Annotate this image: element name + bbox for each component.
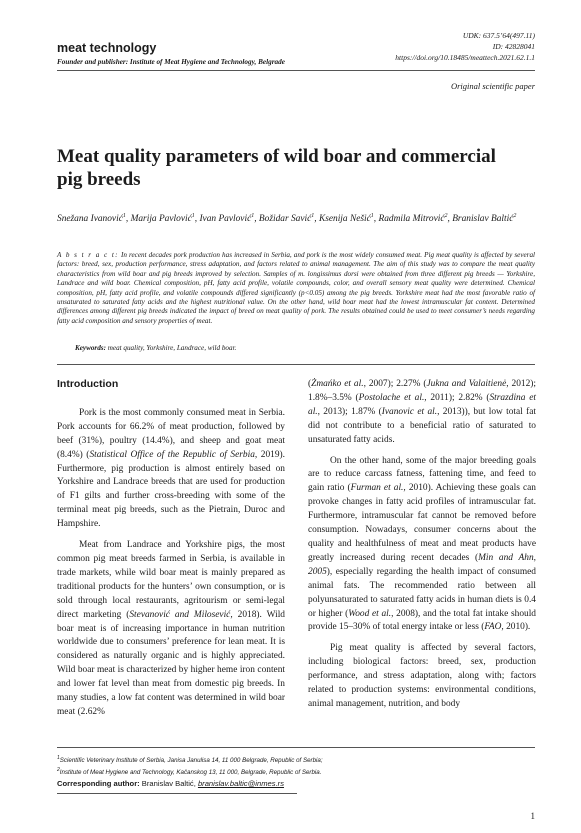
text-run: , 2010). bbox=[501, 622, 531, 633]
author-name: Ivan Pavlović bbox=[199, 214, 252, 225]
citation: Jukna and Valaitienė bbox=[426, 379, 507, 389]
keywords-label: Keywords: bbox=[75, 344, 106, 352]
author-affiliation: 2 bbox=[513, 213, 517, 219]
corresponding-divider bbox=[57, 793, 297, 794]
abstract bbox=[57, 251, 535, 326]
citation: Strazdina et al. bbox=[308, 392, 536, 417]
citation: Statistical Office of the Republic of Serbia bbox=[89, 449, 255, 460]
corresponding-name: Branislav Baltić, bbox=[139, 779, 198, 788]
text-run: , 2019). Furthermore, pig production is almost entirely based on Yorkshire and Landrace breeds that are used for production of F1 gilts and further cross-breeding with some of the terminal meat pig breeds, such as the Pietrain, Duroc and Hampshire. bbox=[57, 449, 285, 530]
text-run: , 2012); 1.8%–3.5% ( bbox=[308, 379, 536, 403]
citation: FAO bbox=[484, 622, 502, 633]
text-run: , 2013); 1.87% ( bbox=[317, 406, 382, 417]
text-run: , 2013)), but low total fat did not contribute to a beneficial ratio of saturated to unsaturated fatty acids. bbox=[308, 406, 536, 445]
citation: Ivanovic et al. bbox=[381, 406, 438, 417]
body-column-right bbox=[308, 378, 536, 719]
text-run: , 2010). Achieving these goals can provoke changes in fatty acid profiles of intramuscular fat. Furthermore, intramuscular fat cannot be removed before consumption. Nowadays, consumer concerns about the quality and healthfulness of meat and meat products have greatly increased during recent decades ( bbox=[308, 483, 536, 563]
author-affiliation: 1 bbox=[311, 213, 315, 219]
header-divider bbox=[57, 70, 535, 71]
author-name: Ksenija Nešić bbox=[318, 214, 371, 225]
publisher-line: Founder and publisher: Institute of Meat Hygiene and Technology, Belgrade bbox=[57, 58, 285, 66]
author-name: Marija Pavlović bbox=[130, 214, 192, 225]
author-affiliation: 1 bbox=[122, 213, 126, 219]
paragraph bbox=[57, 407, 285, 532]
abstract-label: A b s t r a c t: bbox=[57, 251, 119, 259]
article-metadata bbox=[395, 30, 535, 63]
paragraph bbox=[308, 642, 536, 712]
text-run: On the other hand, some of the major breeding goals are to reduce carcass fatness, fattening time, and feed to gain ratio ( bbox=[308, 455, 536, 494]
footnote-1: $^1$Scientific Veterinary Institute of Serbia, Janisa Janulisa 14, 11 000 Belgrade, Republic of Serbia; bbox=[57, 755, 323, 765]
citation: Żmańko et al. bbox=[311, 379, 364, 389]
article-id: ID: 42828041 bbox=[492, 42, 535, 51]
author-affiliation: 1 bbox=[191, 213, 195, 219]
citation: Wood et al. bbox=[348, 608, 392, 619]
author-affiliation: 1 bbox=[370, 213, 374, 219]
citation: Stevanović and Milosević bbox=[129, 609, 231, 620]
corresponding-email[interactable]: branislav.baltic@inmes.rs bbox=[197, 779, 285, 788]
section-heading-introduction: Introduction bbox=[57, 378, 119, 390]
paper-type: Original scientific paper bbox=[450, 81, 535, 91]
author-affiliation: 2 bbox=[444, 213, 448, 219]
text-run: Meat from Landrace and Yorkshire pigs, the most common pig meat breeds farmed in Serbia, is available in trade markets, while wild boar meat is mainly prepared as traditional products for the hunters’ own consumption, or is sold through local restaurants, agritourism or semi-legal direct marketing ( bbox=[57, 540, 285, 620]
corresponding-label: Corresponding author: bbox=[57, 779, 140, 788]
text-run: , 2008), and the total fat intake should provide 15–30% of total energy intake or less ( bbox=[308, 608, 536, 633]
article-title bbox=[57, 145, 537, 191]
footnotes bbox=[57, 754, 535, 777]
abstract-divider bbox=[57, 364, 535, 365]
paragraph bbox=[57, 539, 285, 720]
author-list: Snežana Ivanović$^1$, Marija Pavlović$^1$, Ivan Pavlović$^1$, Božidar Savić$^1$, Ksenija Nešić$^1$, Radmila Mitrović$^2$, Branislav Baltić$^2$ bbox=[57, 213, 517, 225]
author-affiliation: 1 bbox=[251, 213, 255, 219]
text-run: ( bbox=[308, 379, 312, 389]
footnote-divider bbox=[57, 747, 535, 748]
paragraph bbox=[308, 455, 536, 636]
title-line-2: pig breeds bbox=[57, 169, 141, 190]
text-run: , 2011); 2.82% ( bbox=[424, 392, 490, 403]
footnote-2: $^2$Institute of Meat Hygiene and Technology, Kačanskog 13, 11 000, Belgrade, Republic of Serbia. bbox=[57, 766, 322, 776]
author-name: Branislav Baltić bbox=[452, 214, 514, 225]
doi-link[interactable]: https://doi.org/10.18485/meattech.2021.62.1.1 bbox=[395, 53, 535, 62]
text-run: , 2007); 2.27% ( bbox=[363, 379, 427, 389]
paragraph bbox=[308, 378, 536, 448]
keywords-text: meat quality, Yorkshire, Landrace, wild boar. bbox=[105, 344, 237, 352]
keywords bbox=[75, 344, 535, 353]
citation: Postolache et al. bbox=[358, 392, 425, 403]
title-line-1: Meat quality parameters of wild boar and commercial bbox=[57, 146, 496, 167]
author-name: Radmila Mitrović bbox=[378, 214, 445, 225]
journal-title: meat technology bbox=[57, 41, 157, 55]
page-number: 1 bbox=[530, 811, 535, 821]
text-run: , 2018). Wild boar meat is of increasing importance in human nutrition worldwide due to consumers’ preference for lean meat. It is considered as naturally organic and is highly appreciated. Wild boar meat is characterized by higher heme iron content and lower fat level than meat from domestic pig breeds. In many studies, a low fat content was determined in wild boar meat (2.62% bbox=[57, 609, 285, 717]
body-column-left bbox=[57, 378, 285, 727]
text-run: ), especially regarding the health impact of consumed animal fats. The recommended ratio between all polyunsaturated to saturated fatty acids in human diets is 0.4 or higher ( bbox=[308, 566, 536, 619]
abstract-text: In recent decades pork production has increased in Serbia, and pork is the most widely consumed meat. Pig meat quality is affected by several factors: breed, sex, production performance, stress adaptation, and factors related to animal management. The aim of this study was to compare the meat quality characteristics from wild boar and pig breeds improved by selection. Samples of m. longissimus dorsi were obtained from three different pig breeds — Yorkshire, Landrace and wild boar. Chemical composition, pH, fatty acid profile, volatile compounds, color, and overall sensory meat quality were determined. Chemical composition, pH, fatty acid profile, and volatile compounds differed significantly (p<0.05) among the pig breeds. Yorkshire meat had the most favorable ratio of unsaturated to saturated fatty acids and the highest nutritional value. On the other hand, wild boar meat had the lowest intramuscular fat content. Determined differences among different pig breeds indicated the impact of breed on meat quality of pork. The results obtained could be used to meet consumer’s needs regarding fatty acid composition and sensory properties of meat. bbox=[57, 251, 535, 325]
author-name: Božidar Savić bbox=[258, 214, 312, 225]
udk-code: UDK: 637.5’64(497.11) bbox=[462, 31, 535, 40]
corresponding-author bbox=[57, 779, 284, 788]
citation: Min and Ahn, 2005 bbox=[308, 552, 536, 577]
author-name: Snežana Ivanović bbox=[57, 214, 123, 225]
text-run: Pig meat quality is affected by several factors, including biological factors: breed, sex, production performance, and stress adaptation, along with; factors related to production systems: environmental conditions, animal management, nutrition, and body bbox=[308, 643, 536, 709]
citation: Furman et al. bbox=[350, 483, 404, 494]
text-run: Pork is the most commonly consumed meat in Serbia. Pork accounts for 66.2% of meat production, followed by beef (31%), poultry (14.4%), and sheep and goat meat (8.4%) ( bbox=[57, 407, 285, 460]
